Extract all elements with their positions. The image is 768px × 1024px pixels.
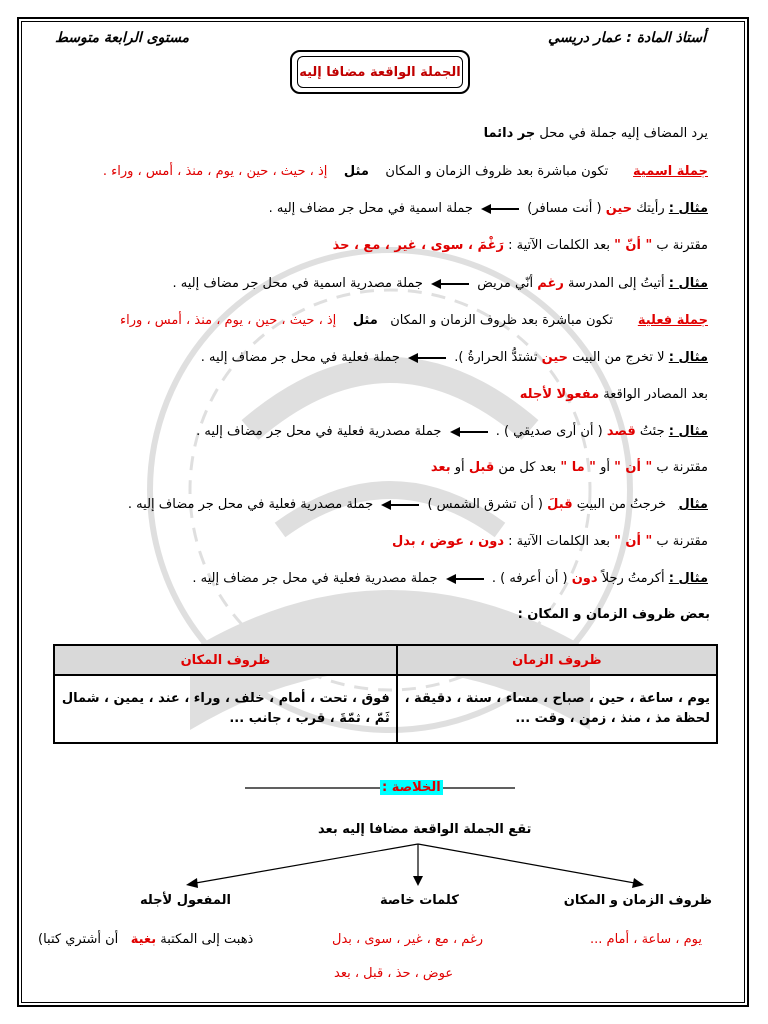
arrow-head-right [632,878,644,888]
maqtarina-middle: بعد الكلمات الآتية : [508,534,610,549]
nominal-label: جملة اسمية [633,164,708,179]
example-keyword: رغم [537,276,564,291]
maqtarina-middle: بعد الكلمات الآتية : [508,238,610,253]
branch-line-right [418,844,640,884]
example-keyword: حين [541,350,569,365]
example-keyword: قصد [606,424,636,439]
maqtarina-particle: " أن " [614,460,653,475]
arrow-head-center [413,876,423,886]
example-result: جملة فعلية في محل جر مضاف إليه . [200,350,400,365]
branch-time-place: ظروف الزمان و المكان [563,893,712,908]
example-text: رأيتك [636,201,665,216]
nominal-list: إذ ، حيث ، حين ، يوم ، منذ ، أمس ، وراء . [102,164,328,179]
example-label: مثال : [668,571,708,586]
place-adverbs-line: ثَمّ ، ثمّةَ ، قرب ، جانب ... [229,711,390,726]
table-header-time: ظروف الزمان [397,645,717,675]
example-text: جئتُ [639,424,665,439]
example-result: جملة مصدرية فعلية في محل جر مضاف إليه . [196,424,442,439]
summary-root: تقع الجملة الواقعة مضافا إليه بعد [318,822,532,837]
purpose-keyword: بغية [130,932,157,947]
maqtarina-list: دون ، عوض ، بدل [391,534,505,549]
time-adverbs-line: يوم ، ساعة ، حين ، صباح ، مساء ، سنة ، دقيقة ، [404,690,710,706]
example-label: مثال : [668,276,708,291]
example-result: جملة مصدرية اسمية في محل جر مضاف إليه . [172,276,423,291]
maqtarina-word: بعد [430,460,451,475]
example-clause: ( أن تشرق الشمس ) [427,497,544,512]
special-words-line-1: رغم ، مع ، غير ، سوى ، بدل [332,932,484,947]
maqtarina-or: أو [454,460,465,475]
example-label: مثال : [668,424,708,439]
purpose-text: ذهبت إلى المكتبة [160,932,254,947]
branch-line-left [190,844,418,884]
intro-bold: جر دائما [483,126,536,141]
example-label: مثال : [668,350,708,365]
table-header-place: ظروف المكان [54,645,397,675]
summary-label-wrap [380,780,443,795]
example-clause: ( أن أعرفه ) . [491,571,568,586]
time-examples: يوم ، ساعة ، أمام ... [590,932,702,947]
branch-special-words: كلمات خاصة [380,893,459,908]
purpose-example [38,932,253,947]
verbal-mithal: مثل [352,313,378,328]
verbal-list: إذ ، حيث ، حين ، يوم ، منذ ، أمس ، وراء [120,313,337,328]
example-keyword: حين [605,201,633,216]
intro-text: يرد المضاف إليه جملة في محل [539,126,708,141]
nominal-mithal: مثل [343,164,369,179]
example-clause: تشتدُّ الحرارةُ ). [454,350,538,365]
maqtarina-list: رَغْمَ ، سوى ، غير ، مع ، حذ [332,238,505,253]
maqtarina-particle: " أن " [614,534,653,549]
example-keyword: دون [571,571,598,586]
example-result: جملة مصدرية فعلية في محل جر مضاف إليه . [192,571,438,586]
masader-keyword: مفعولا لأجله [519,387,600,402]
time-adverbs-line: لحظة مذ ، منذ ، زمن ، وقت ... [515,711,710,726]
example-clause: ( أنت مسافر) [527,201,602,216]
branch-purpose: المفعول لأجله [140,893,231,908]
maqtarina-prefix: مقترنة ب [656,238,708,253]
maqtarina-word: قبل [468,460,495,475]
example-label: مثال : [668,201,708,216]
table-heading: بعض ظروف الزمان و المكان : [517,607,710,622]
verbal-text: تكون مباشرة بعد ظروف الزمان و المكان [390,313,614,328]
maqtarina-prefix: مقترنة ب [656,534,708,549]
purpose-clause: أن أشتري كتبا) [38,932,119,947]
example-text: خرجتُ من البيتِ [576,497,667,512]
verbal-label: جملة فعلية [637,313,708,328]
place-adverbs-line: فوق ، تحت ، أمام ، خلف ، وراء ، عند ، يمين ، شمال [61,690,390,706]
masader-text: بعد المصادر الواقعة [603,387,708,402]
example-result: جملة مصدرية فعلية في محل جر مضاف إليه . [127,497,374,512]
example-clause: ( أن أرى صديقي ) . [495,424,603,439]
page-title: الجملة الواقعة مضافا إليه [297,56,463,88]
example-label: مثال [678,497,708,512]
example-clause: أنّي مريض [477,276,534,291]
special-words-line-2: عوض ، حذ ، قبل ، بعد [334,966,454,981]
maqtarina-particle: " أنّ " [614,238,653,253]
maqtarina-or: أو [600,460,610,475]
example-text: لا تخرج من البيت [572,350,665,365]
maqtarina-prefix: مقترنة ب [656,460,708,475]
example-text: أكرمتُ رجلاً [601,571,665,586]
maqtarina-middle: بعد كل من [498,460,557,475]
example-text: أتيتُ إلى المدرسة [567,276,665,291]
arrow-head-left [186,878,198,888]
maqtarina-particle: " ما " [560,460,596,475]
example-keyword: قبلَ [547,497,573,512]
level-label: مستوى الرابعة متوسط [55,30,190,46]
teacher-name: أستاذ المادة : عمار دريسي [547,30,706,46]
example-result: جملة اسمية في محل جر مضاف إليه . [268,201,473,216]
nominal-text: تكون مباشرة بعد ظروف الزمان و المكان [385,164,609,179]
summary-label: الخلاصة : [382,780,441,795]
